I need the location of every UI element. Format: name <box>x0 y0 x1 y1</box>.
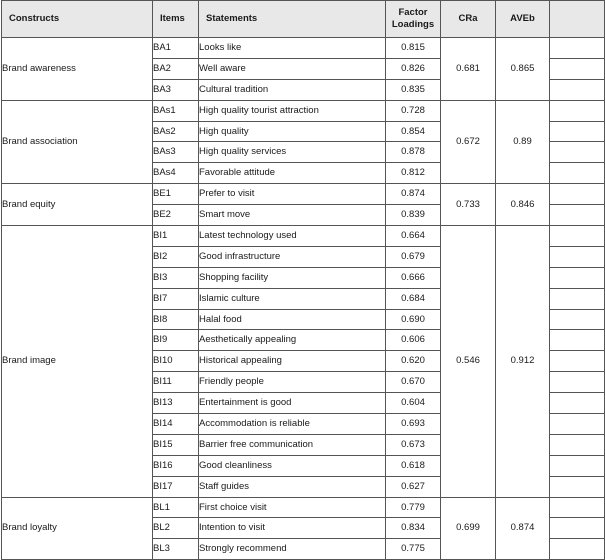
blank-cell <box>550 142 605 163</box>
statement-cell: Smart move <box>199 205 386 226</box>
item-cell: BA3 <box>153 79 199 100</box>
cr-cell: 0.672 <box>441 100 496 184</box>
blank-cell <box>550 393 605 414</box>
statement-cell: High quality services <box>199 142 386 163</box>
loading-cell: 0.854 <box>386 121 441 142</box>
item-cell: BI17 <box>153 476 199 497</box>
header-row <box>2 1 605 38</box>
item-cell: BAs3 <box>153 142 199 163</box>
statement-cell: High quality tourist attraction <box>199 100 386 121</box>
construct-cell: Brand awareness <box>2 38 153 101</box>
loading-cell: 0.670 <box>386 372 441 393</box>
blank-cell <box>550 226 605 247</box>
loading-cell: 0.606 <box>386 330 441 351</box>
statement-cell: First choice visit <box>199 497 386 518</box>
loading-cell: 0.835 <box>386 79 441 100</box>
item-cell: BE1 <box>153 184 199 205</box>
loading-cell: 0.664 <box>386 226 441 247</box>
statement-cell: Cultural tradition <box>199 79 386 100</box>
item-cell: BAs4 <box>153 163 199 184</box>
item-cell: BAs1 <box>153 100 199 121</box>
loading-cell: 0.775 <box>386 539 441 560</box>
header-loadings-line1: Factor <box>398 7 428 18</box>
statement-cell: Favorable attitude <box>199 163 386 184</box>
item-cell: BA1 <box>153 38 199 59</box>
blank-cell <box>550 100 605 121</box>
statement-cell: Latest technology used <box>199 226 386 247</box>
loading-cell: 0.826 <box>386 58 441 79</box>
header-cr: CRa <box>441 1 496 38</box>
header-statements: Statements <box>199 1 386 38</box>
header-loadings-line2: Loadings <box>391 19 435 30</box>
item-cell: BE2 <box>153 205 199 226</box>
item-cell: BI13 <box>153 393 199 414</box>
ave-cell: 0.846 <box>496 184 550 226</box>
loading-cell: 0.812 <box>386 163 441 184</box>
loading-cell: 0.618 <box>386 455 441 476</box>
statement-cell: Good cleanliness <box>199 455 386 476</box>
blank-cell <box>550 58 605 79</box>
blank-cell <box>550 330 605 351</box>
ave-cell: 0.874 <box>496 497 550 560</box>
statement-cell: Well aware <box>199 58 386 79</box>
blank-cell <box>550 497 605 518</box>
statement-cell: Historical appealing <box>199 351 386 372</box>
ave-cell: 0.912 <box>496 226 550 498</box>
statement-cell: Strongly recommend <box>199 539 386 560</box>
loading-cell: 0.728 <box>386 100 441 121</box>
header-factor-loadings <box>386 1 441 38</box>
item-cell: BI9 <box>153 330 199 351</box>
loading-cell: 0.839 <box>386 205 441 226</box>
statement-cell: Shopping facility <box>199 267 386 288</box>
statement-cell: Entertainment is good <box>199 393 386 414</box>
header-blank <box>550 1 605 38</box>
blank-cell <box>550 309 605 330</box>
item-cell: BI16 <box>153 455 199 476</box>
statement-cell: Intention to visit <box>199 518 386 539</box>
item-cell: BI15 <box>153 434 199 455</box>
table-row <box>2 226 605 247</box>
item-cell: BA2 <box>153 58 199 79</box>
item-cell: BL1 <box>153 497 199 518</box>
header-constructs: Constructs <box>2 1 153 38</box>
blank-cell <box>550 38 605 59</box>
statement-cell: Staff guides <box>199 476 386 497</box>
blank-cell <box>550 163 605 184</box>
blank-cell <box>550 79 605 100</box>
loading-cell: 0.620 <box>386 351 441 372</box>
blank-cell <box>550 267 605 288</box>
cr-cell: 0.546 <box>441 226 496 498</box>
statement-cell: Prefer to visit <box>199 184 386 205</box>
loading-cell: 0.690 <box>386 309 441 330</box>
loading-cell: 0.834 <box>386 518 441 539</box>
table-row <box>2 184 605 205</box>
blank-cell <box>550 539 605 560</box>
table-row <box>2 38 605 59</box>
loading-cell: 0.604 <box>386 393 441 414</box>
item-cell: BI3 <box>153 267 199 288</box>
blank-cell <box>550 184 605 205</box>
loading-cell: 0.779 <box>386 497 441 518</box>
header-items: Items <box>153 1 199 38</box>
loading-cell: 0.627 <box>386 476 441 497</box>
blank-cell <box>550 455 605 476</box>
item-cell: BL3 <box>153 539 199 560</box>
construct-cell: Brand association <box>2 100 153 184</box>
blank-cell <box>550 246 605 267</box>
table-row <box>2 497 605 518</box>
construct-cell: Brand loyalty <box>2 497 153 560</box>
item-cell: BI2 <box>153 246 199 267</box>
construct-cell: Brand image <box>2 226 153 498</box>
statement-cell: Friendly people <box>199 372 386 393</box>
cr-cell: 0.733 <box>441 184 496 226</box>
blank-cell <box>550 372 605 393</box>
statement-cell: Barrier free communication <box>199 434 386 455</box>
table-body <box>2 38 605 560</box>
header-ave: AVEb <box>496 1 550 38</box>
item-cell: BI1 <box>153 226 199 247</box>
loading-cell: 0.679 <box>386 246 441 267</box>
loading-cell: 0.673 <box>386 434 441 455</box>
loading-cell: 0.874 <box>386 184 441 205</box>
statement-cell: Islamic culture <box>199 288 386 309</box>
blank-cell <box>550 434 605 455</box>
blank-cell <box>550 351 605 372</box>
table-row <box>2 100 605 121</box>
item-cell: BI11 <box>153 372 199 393</box>
factor-loadings-table <box>1 0 605 560</box>
blank-cell <box>550 205 605 226</box>
item-cell: BI8 <box>153 309 199 330</box>
blank-cell <box>550 518 605 539</box>
loading-cell: 0.693 <box>386 414 441 435</box>
ave-cell: 0.89 <box>496 100 550 184</box>
ave-cell: 0.865 <box>496 38 550 101</box>
loading-cell: 0.666 <box>386 267 441 288</box>
blank-cell <box>550 476 605 497</box>
cr-cell: 0.699 <box>441 497 496 560</box>
item-cell: BL2 <box>153 518 199 539</box>
blank-cell <box>550 414 605 435</box>
statement-cell: Halal food <box>199 309 386 330</box>
statement-cell: Looks like <box>199 38 386 59</box>
loading-cell: 0.815 <box>386 38 441 59</box>
statement-cell: Aesthetically appealing <box>199 330 386 351</box>
construct-cell: Brand equity <box>2 184 153 226</box>
statement-cell: Good infrastructure <box>199 246 386 267</box>
statement-cell: Accommodation is reliable <box>199 414 386 435</box>
statement-cell: High quality <box>199 121 386 142</box>
blank-cell <box>550 288 605 309</box>
cr-cell: 0.681 <box>441 38 496 101</box>
item-cell: BI14 <box>153 414 199 435</box>
item-cell: BAs2 <box>153 121 199 142</box>
blank-cell <box>550 121 605 142</box>
loading-cell: 0.684 <box>386 288 441 309</box>
item-cell: BI10 <box>153 351 199 372</box>
loading-cell: 0.878 <box>386 142 441 163</box>
item-cell: BI7 <box>153 288 199 309</box>
